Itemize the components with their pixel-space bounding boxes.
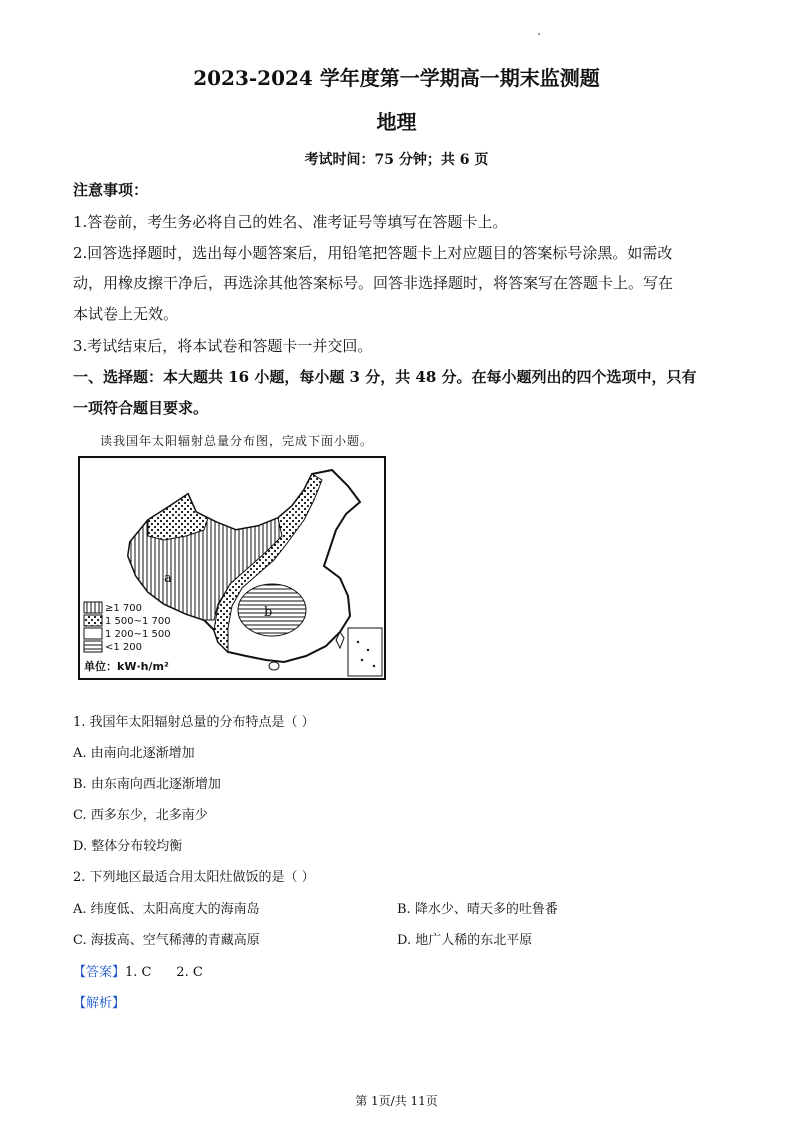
analysis-tag: 【解析】 — [73, 996, 126, 1011]
notice-line-4: 本试卷上无效。 — [73, 305, 179, 323]
question-2-option-c: C. 海拔高、空气稀薄的青藏高原 — [73, 933, 260, 948]
answer-value: 1. C 2. C — [125, 965, 203, 980]
notice-line-3: 动，用橡皮擦干净后，再选涂其他答案标号。回答非选择题时，将答案写在答题卡上。写在 — [73, 274, 674, 292]
subject-title: 地理 — [376, 110, 417, 134]
legend-swatch-1 — [84, 602, 102, 613]
question-2-option-a: A. 纬度低、太阳高度大的海南岛 — [73, 902, 260, 917]
legend-swatch-3 — [84, 628, 102, 639]
answer-tag: 【答案】 — [73, 965, 126, 980]
legend-label-2: 1 500~1 700 — [105, 616, 171, 627]
legend-label-3: 1 200~1 500 — [105, 629, 171, 640]
question-1-option-d: D. 整体分布较均衡 — [73, 839, 183, 854]
analysis-line — [73, 992, 125, 1011]
notice-line-5: 3.考试结束后，将本试卷和答题卡一并交回。 — [73, 337, 373, 355]
region-b-label: b — [264, 605, 273, 620]
legend-swatch-2 — [84, 615, 102, 626]
figure-caption: 读我国年太阳辐射总量分布图，完成下面小题。 — [100, 434, 374, 448]
section-heading-line-1: 一、选择题：本大题共 16 小题，每小题 3 分，共 48 分。在每小题列出的四个选项中，只有 — [73, 368, 697, 386]
notice-heading: 注意事项： — [73, 181, 149, 199]
notice-line-1: 1.答卷前，考生务必将自己的姓名、准考证号等填写在答题卡上。 — [73, 213, 508, 231]
scan-dot — [538, 33, 540, 35]
exam-title: 2023-2024 学年度第一学期高一期末监测题 — [193, 66, 600, 90]
notice-line-2: 2.回答选择题时，选出每小题答案后，用铅笔把答题卡上对应题目的答案标号涂黑。如需改 — [73, 244, 673, 262]
region-a-label: a — [164, 571, 172, 586]
question-1-option-b: B. 由东南向西北逐渐增加 — [73, 777, 221, 792]
question-1-option-c: C. 西多东少，北多南少 — [73, 808, 208, 823]
map-unit: 单位：kW·h/m² — [84, 660, 169, 673]
answer-line — [73, 961, 203, 980]
legend-swatch-4 — [84, 641, 102, 652]
question-2-option-d: D. 地广人稀的东北平原 — [397, 933, 533, 948]
question-2-option-b: B. 降水少、晴天多的吐鲁番 — [397, 902, 558, 917]
legend-label-4: <1 200 — [105, 642, 143, 653]
question-2-stem: 2. 下列地区最适合用太阳灶做饭的是（ ） — [73, 870, 315, 885]
page-number: 第 1页/共 11页 — [355, 1094, 438, 1108]
question-1-option-a: A. 由南向北逐渐增加 — [73, 746, 195, 761]
solar-radiation-map — [78, 456, 386, 680]
question-1-stem: 1. 我国年太阳辐射总量的分布特点是（ ） — [73, 715, 315, 730]
legend-label-1: ≥1 700 — [105, 603, 143, 614]
exam-info: 考试时间：75 分钟；共 6 页 — [304, 152, 489, 168]
section-heading-line-2: 一项符合题目要求。 — [73, 399, 209, 417]
